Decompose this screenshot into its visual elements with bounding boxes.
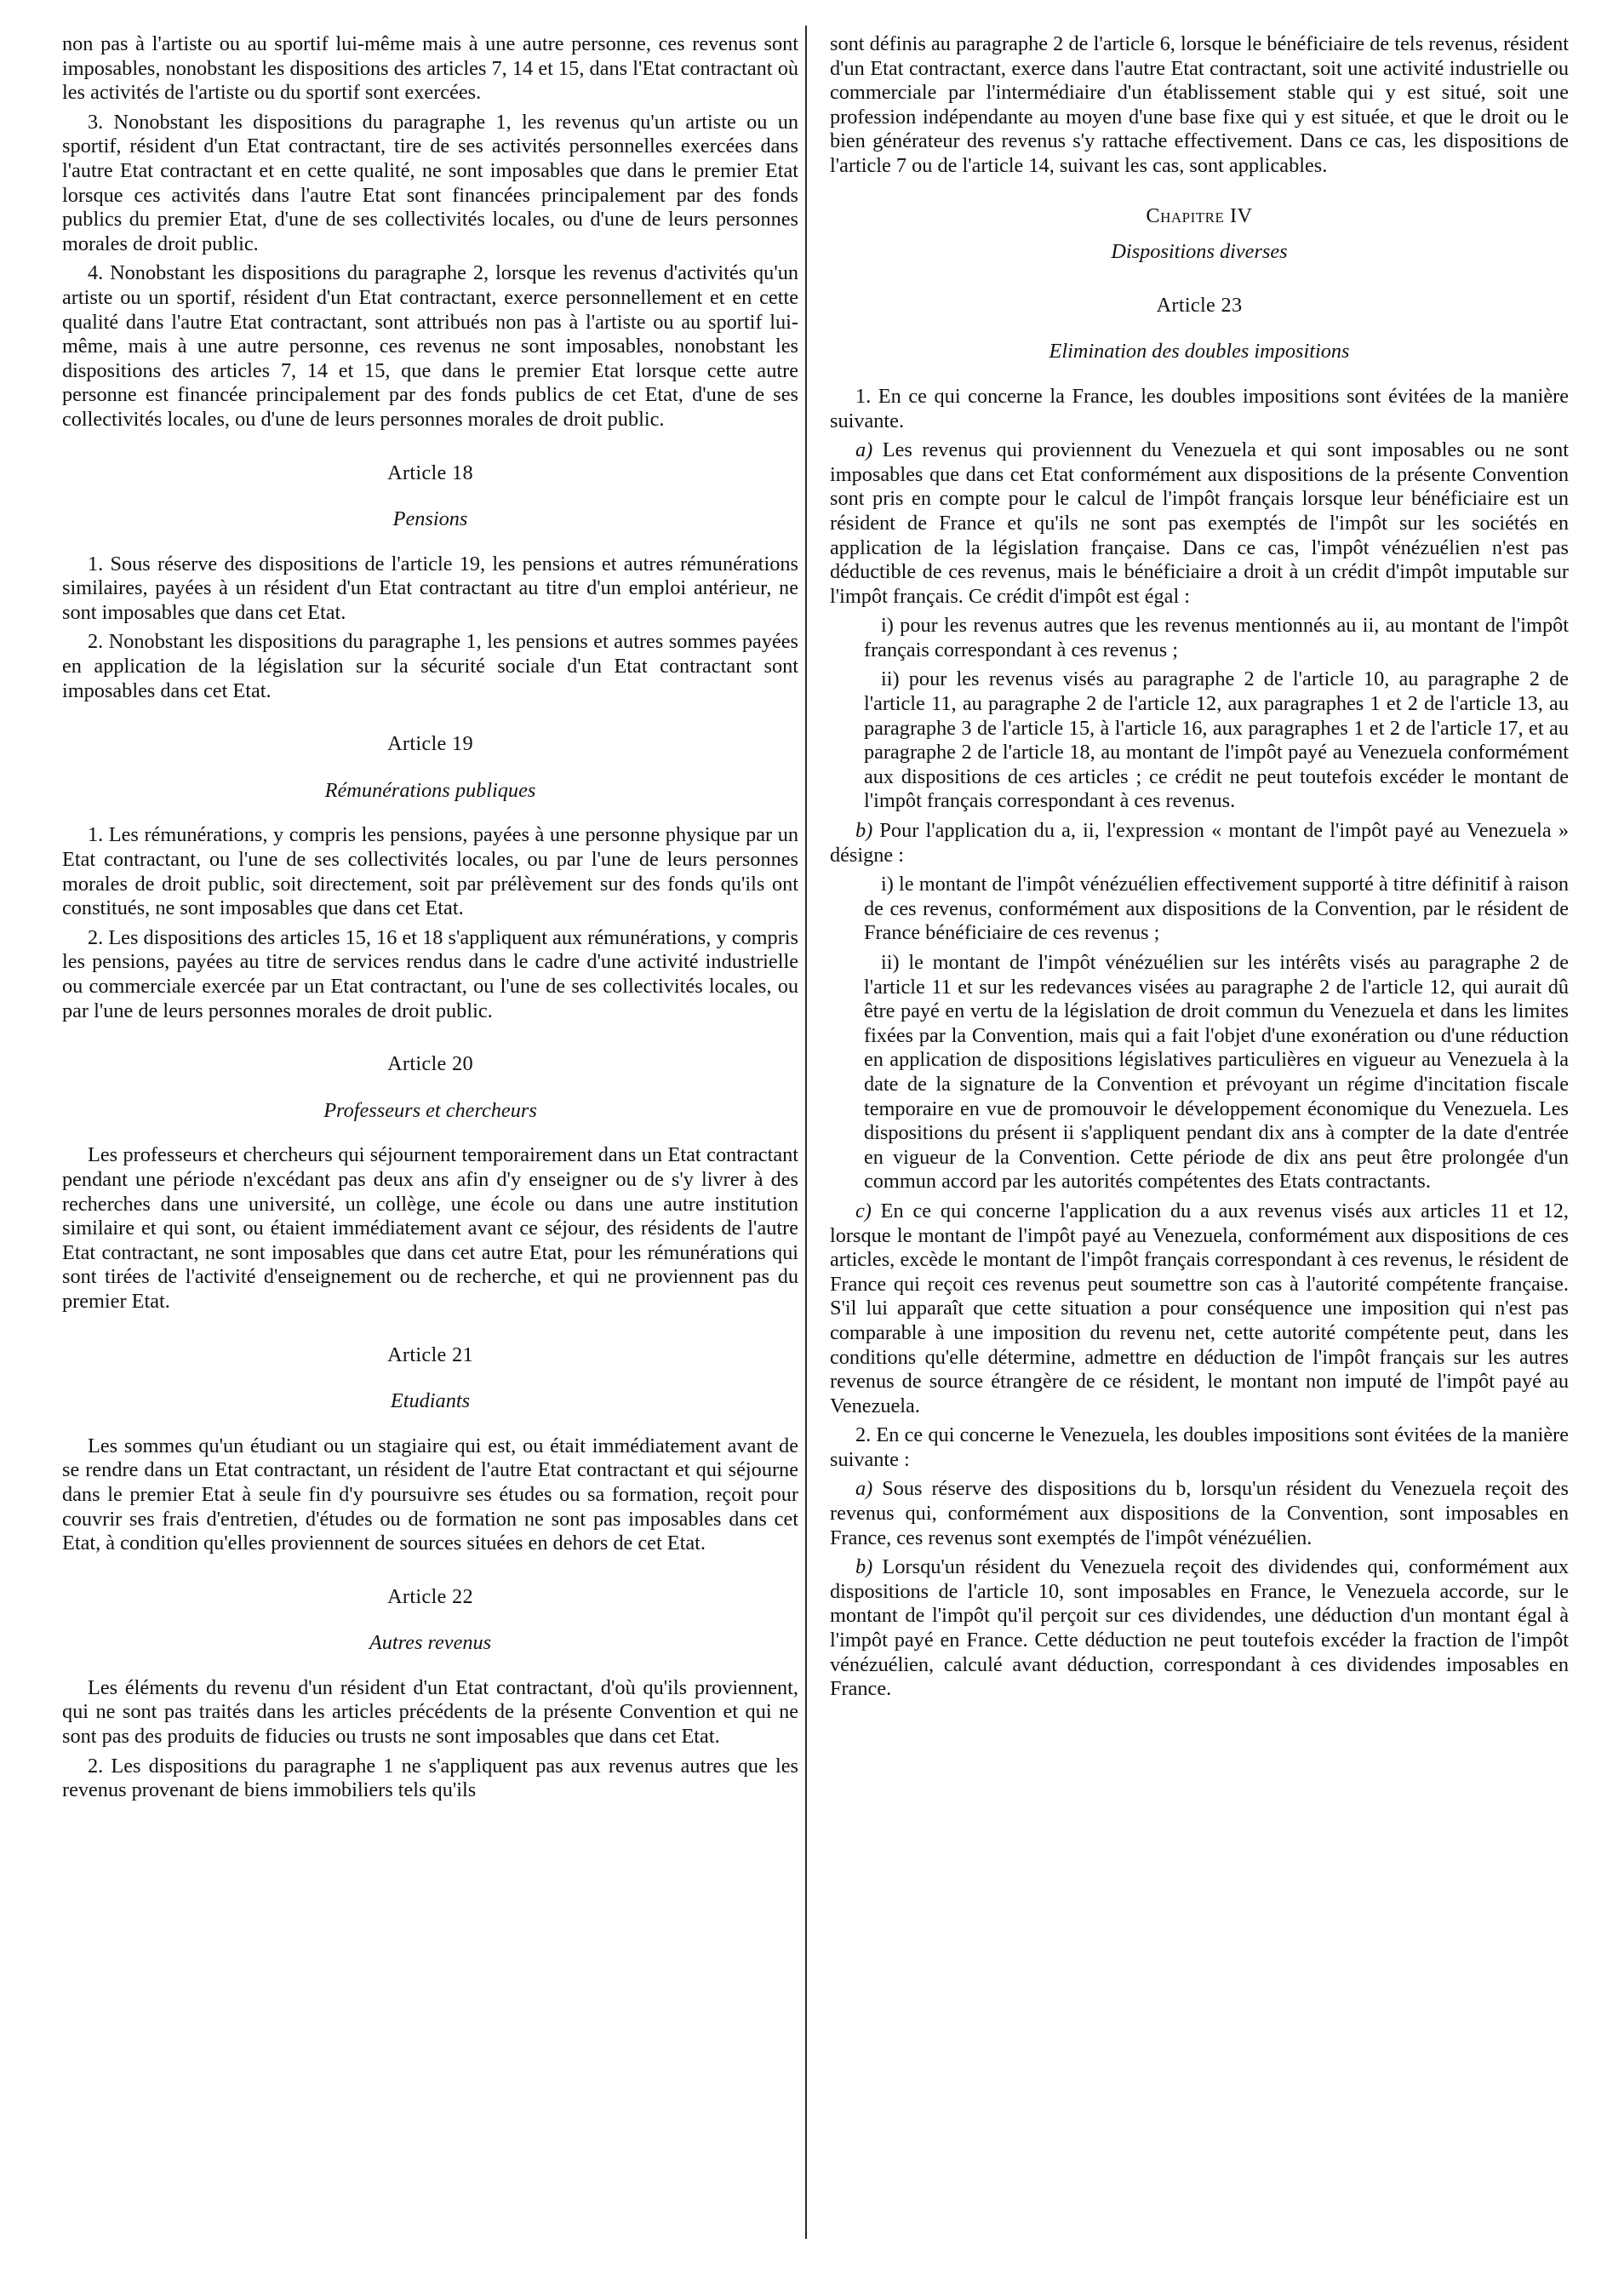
item-label: a) (855, 438, 873, 462)
item-label: a) (855, 1477, 873, 1501)
item-label: b) (855, 1555, 873, 1579)
paragraph: 4. Nonobstant les dispositions du paragraphe 2, lorsque les revenus d'activités qu'un artiste ou un sportif, résident d'un Etat contractant, exerce personnellement et en cette qualité dans l'autre Etat contractant, sont attribués non pas à l'artiste ou au sportif lui-même, mais à une autre personne, ces revenus ne sont imposables, nonobstant les dispositions des articles 7, 14 et 15, que dans le premier Etat lorsque cette autre personne est financée principalement par des fonds publics de cet Etat, d'une de ses collectivités locales, ou d'une de leurs personnes morales de droit public. (62, 261, 798, 431)
article-23-title: Article 23 (1156, 293, 1243, 317)
item-text: En ce qui concerne l'application du a aux revenus visés aux articles 11 et 12, lorsque le montant de l'impôt payé au Venezuela, conformément aux dispositions de ces articles, excède le montant de l'impôt français correspondant à ces revenus, le résident de France qui reçoit ces revenus peut soumettre son cas à l'autorité compétente française. S'il lui apparaît que cette situation a pour conséquence une imposition qui n'est pas comparable à une imposition du revenu net, cette autorité compétente peut, dans les conditions qu'elle détermine, admettre en déduction de l'impôt français sur les autres revenus de source étrangère de ce résident, le montant non imputé de l'impôt payé au Venezuela. (830, 1199, 1569, 1417)
item-text: Pour l'application du a, ii, l'expression « montant de l'impôt payé au Venezuela » désigne : (830, 819, 1569, 867)
article-20-subtitle: Professeurs et chercheurs (323, 1098, 537, 1122)
paragraph: 3. Nonobstant les dispositions du paragraphe 1, les revenus qu'un artiste ou un sportif, résident d'un Etat contractant, tire de ses activités personnelles exercées dans l'autre Etat contractant et en cette qualité, ne sont imposables que dans le premier Etat lorsque ces activités dans l'autre Etat sont financées principalement par des fonds publics du premier Etat, d'une de ses collectivités locales, ou d'une de leurs personnes morales de droit public. (62, 110, 798, 255)
article-21-title: Article 21 (387, 1343, 473, 1366)
article-22-title: Article 22 (387, 1584, 473, 1608)
paragraph: 1. En ce qui concerne la France, les doubles impositions sont évitées de la manière suivante. (830, 384, 1569, 432)
paragraph: Les professeurs et chercheurs qui séjournent temporairement dans un Etat contractant pendant une période n'excédant pas deux ans afin d'y enseigner ou de s'y livrer à des recherches dans une université, un collège, une école ou dans une autre institution similaire et qui sont, ou étaient immédiatement avant ce séjour, des résidents de l'autre Etat contractant, ne sont imposables que dans cet autre Etat, pour les rémunérations qui sont tirées de l'activité d'enseignement ou de recherche, et qui ne proviennent pas du premier Etat. (62, 1143, 798, 1313)
paragraph: ii) le montant de l'impôt vénézuélien sur les intérêts visés au paragraphe 2 de l'article 11 et sur les redevances visées au paragraphe 2 de l'article 12, qui aurait dû être payé en vertu de la législation de droit commun du Venezuela et dans les limites fixées par la Convention, mais qui a fait l'objet d'une exonération ou d'une réduction en application de dispositions législatives particulières en vigueur au Venezuela à la date de la signature de la Convention et prévoyant un régime d'incitation fiscale temporaire en vue de promouvoir le développement économique du Venezuela. Les dispositions du présent ii s'appliquent pendant dix ans à compter de la date d'entrée en vigueur de la Convention. Cette période de dix ans peut être prolongée d'un commun accord par les autorités compétentes des Etats contractants. (864, 951, 1569, 1194)
article-21-subtitle: Etudiants (390, 1389, 471, 1413)
item-text: Lorsqu'un résident du Venezuela reçoit des dividendes qui, conformément aux dispositions de l'article 10, sont imposables en France, le Venezuela accorde, sur le montant de l'impôt qu'il perçoit sur ces dividendes, une déduction d'un montant égal à l'impôt payé en France. Cette déduction ne peut toutefois excéder la fraction de l'impôt vénézuélien, calculé avant déduction, correspondant à ces dividendes imposables en France. (830, 1555, 1569, 1701)
article-18-title: Article 18 (387, 461, 473, 484)
article-23-subtitle: Elimination des doubles impositions (1049, 340, 1350, 364)
paragraph: 1. Les rémunérations, y compris les pensions, payées à une personne physique par un Etat contractant, ou l'une de ses collectivités locales, ou par l'une de leurs personnes morales de droit public, soit directement, soit par prélèvement sur des fonds qu'ils ont constitués, ne sont imposables que dans cet Etat. (62, 823, 798, 920)
paragraph: sont définis au paragraphe 2 de l'article 6, lorsque le bénéficiaire de tels revenus, résident d'un Etat contractant, exerce dans l'autre Etat contractant, soit une activité industrielle ou commerciale par l'intermédiaire d'un établissement stable qui y est situé, soit une profession indépendante au moyen d'une base fixe qui y est située, et que le droit ou le bien générateur des revenus s'y rattache effectivement. Dans ce cas, les dispositions de l'article 7 ou de l'article 14, suivant les cas, sont applicables. (830, 32, 1569, 177)
article-20-title: Article 20 (387, 1052, 473, 1076)
item-label: b) (855, 819, 873, 843)
paragraph: 2. Nonobstant les dispositions du paragraphe 1, les pensions et autres sommes payées en application de la législation sur la sécurité sociale d'un Etat contractant sont imposables dans cet Etat. (62, 630, 798, 702)
chapter-title: Chapitre IV (1146, 203, 1253, 227)
paragraph: i) pour les revenus autres que les revenus mentionnés au ii, au montant de l'impôt français correspondant à ces revenus ; (864, 614, 1569, 661)
paragraph: non pas à l'artiste ou au sportif lui-même mais à une autre personne, ces revenus sont imposables, nonobstant les dispositions des articles 7, 14 et 15, dans l'Etat contractant où les activités de l'artiste ou du sportif sont exercées. (62, 32, 798, 105)
article-18-subtitle: Pensions (392, 507, 468, 531)
item-label: c) (855, 1199, 872, 1222)
right-column (830, 32, 1569, 1707)
left-column (62, 32, 798, 1808)
paragraph: 2. Les dispositions du paragraphe 1 ne s'appliquent pas aux revenus autres que les revenus provenant de biens immobiliers tels qu'ils (62, 1754, 798, 1802)
paragraph: 1. Sous réserve des dispositions de l'article 19, les pensions et autres rémunérations similaires, payées à un résident d'un Etat contractant au titre d'un emploi antérieur, ne sont imposables que dans cet Etat. (62, 552, 798, 624)
paragraph: Les sommes qu'un étudiant ou un stagiaire qui est, ou était immédiatement avant de se rendre dans un Etat contractant, un résident de l'autre Etat contractant et qui séjourne dans le premier Etat à seule fin d'y poursuivre ses études ou sa formation, reçoit pour couvrir ses frais d'entretien, d'études ou de formation ne sont pas imposables dans cet Etat, à condition qu'elles proviennent de sources situées en dehors de cet Etat. (62, 1434, 798, 1555)
paragraph (830, 1477, 1569, 1550)
article-22-subtitle: Autres revenus (369, 1631, 492, 1655)
paragraph (830, 819, 1569, 867)
article-19-subtitle: Rémunérations publiques (324, 778, 536, 802)
paragraph: 2. Les dispositions des articles 15, 16 et 18 s'appliquent aux rémunérations, y compris les pensions, payées au titre de services rendus dans le cadre d'une activité industrielle ou commerciale exercée par un Etat contractant, ou l'une de ses collectivités locales, ou par l'une de leurs personnes morales de droit public. (62, 925, 798, 1022)
chapter-subtitle: Dispositions diverses (1111, 240, 1288, 264)
item-text: Sous réserve des dispositions du b, lorsqu'un résident du Venezuela reçoit des revenus qui, conformément aux dispositions de la Convention, sont imposables en France, ces revenus sont exemptés de l'impôt vénézuélien. (830, 1477, 1569, 1549)
paragraph (830, 1555, 1569, 1702)
paragraph: ii) pour les revenus visés au paragraphe 2 de l'article 10, au paragraphe 2 de l'article 11, au paragraphe 2 de l'article 12, aux paragraphes 1 et 2 de l'article 13, au paragraphe 3 de l'article 15, à l'article 16, aux paragraphes 1 et 2 de l'article 17, et au paragraphe 2 de l'article 18, au montant de l'impôt payé au Venezuela conformément aux dispositions de ces articles ; ce crédit ne peut toutefois excéder le montant de l'impôt français correspondant à ces revenus. (864, 667, 1569, 813)
item-text: Les revenus qui proviennent du Venezuela et qui sont imposables ou ne sont imposables que dans cet Etat conformément aux dispositions de la présente Convention sont pris en compte pour le calcul de l'impôt français lorsque leur bénéficiaire est un résident de France et qu'ils ne sont pas exemptés de l'impôt sur les sociétés en application de la législation française. Dans ce cas, l'impôt vénézuélien n'est pas déductible de ces revenus, mais le bénéficiaire a droit à un crédit d'impôt imputable sur l'impôt français. Ce crédit d'impôt est égal : (830, 438, 1569, 608)
paragraph (830, 438, 1569, 609)
paragraph (830, 1200, 1569, 1418)
article-19-title: Article 19 (387, 732, 473, 756)
paragraph: 2. En ce qui concerne le Venezuela, les doubles impositions sont évitées de la manière suivante : (830, 1423, 1569, 1471)
paragraph: Les éléments du revenu d'un résident d'un Etat contractant, d'où qu'ils proviennent, qui ne sont pas traités dans les articles précédents de la présente Convention et qui ne sont pas des produits de fiducies ou trusts ne sont imposables que dans cet Etat. (62, 1675, 798, 1749)
paragraph: i) le montant de l'impôt vénézuélien effectivement supporté à titre définitif à raison de ces revenus, conformément aux dispositions de la Convention, par le résident de France bénéficiaire de ces revenus ; (864, 873, 1569, 945)
column-divider (805, 26, 807, 2239)
